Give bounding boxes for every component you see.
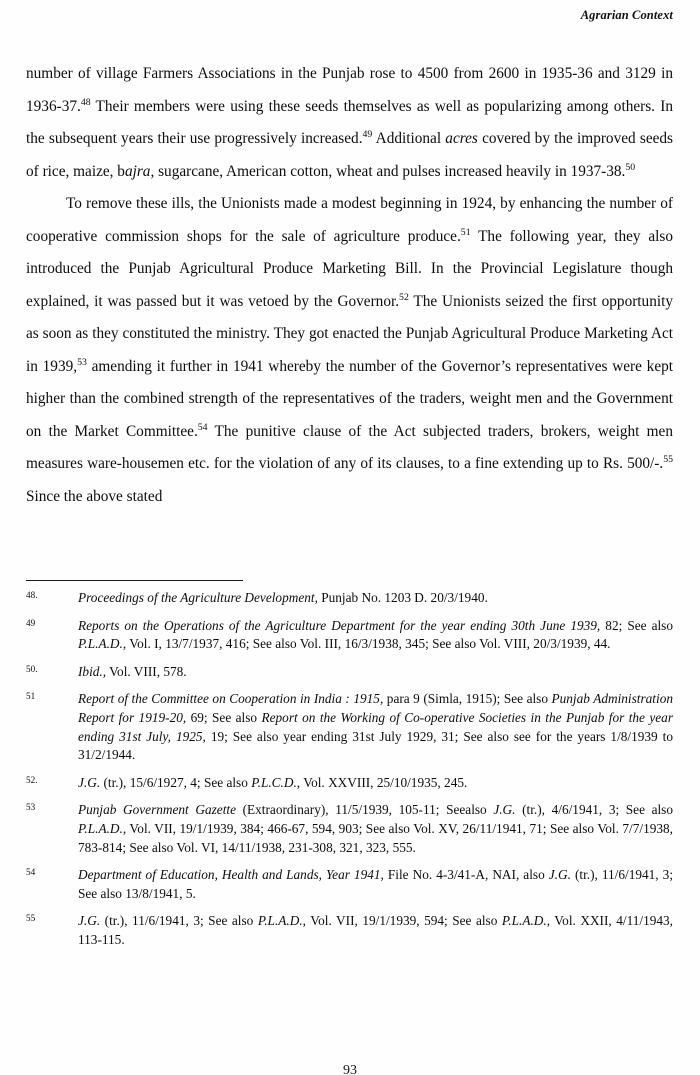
italic-text: Report on the Working of Co-operative Societies in the Punjab for the year ending 31st July, 1925, xyxy=(78,709,674,744)
footnote-text xyxy=(78,589,673,608)
text-run: The Unionists seized the first opportunity as soon as they constituted the ministry. They got enacted the Punjab Agricultural Produce Marketing Act in 1939, xyxy=(26,292,674,375)
italic-text: Proceedings of the Agriculture Development, xyxy=(78,590,318,605)
text-run: To remove these ills, the Unionists made a modest beginning in 1924, by enhancing the number of cooperative commission shops for the sale of agriculture produce. xyxy=(26,195,673,245)
text-run: (tr.), 15/6/1927, 4; See also xyxy=(100,774,252,790)
footnote-reference: 50 xyxy=(625,161,636,173)
footnote-reference: 55 xyxy=(663,453,673,465)
text-run: Their members were using these seeds themselves as well as popularizing among others. In the subsequent years their use progressively increased. xyxy=(26,97,673,147)
footnote-item xyxy=(26,589,673,608)
footnote-number: 51 xyxy=(26,691,36,702)
italic-text: P.L.A.D. xyxy=(78,636,123,652)
footnote-text xyxy=(78,866,673,903)
italic-text: Punjab Administration Report for 1919-20, xyxy=(78,691,673,725)
footnote-list xyxy=(26,589,673,950)
text-run: 69; See also xyxy=(186,709,262,725)
text-run: Additional xyxy=(372,130,446,147)
text-run: Since the above stated xyxy=(26,487,163,505)
italic-text: Ibid., xyxy=(78,663,107,679)
text-run: sugarcane, American cotton, wheat and pulses increased heavily in 1937-38. xyxy=(154,162,626,180)
footnote-number: 53 xyxy=(26,802,36,813)
italic-text: acres xyxy=(445,130,478,147)
italic-text: P.L.C.D. xyxy=(251,774,297,790)
italic-text: J.G. xyxy=(78,913,101,929)
text-run: , Vol. XXII, 4/11/1943, 113-115. xyxy=(78,913,674,947)
text-run: , Vol. XXVIII, 25/10/1935, 245. xyxy=(296,774,468,790)
text-run: (tr.), 4/6/1941, 3; See also xyxy=(515,802,674,818)
body-paragraph xyxy=(26,58,673,188)
footnote-reference: 54 xyxy=(197,421,208,433)
running-head: Agrarian Context xyxy=(580,8,673,22)
text-run: number of village Farmers Associations in the Punjab rose to 4500 from 2600 in 1935-36 and 3129 in 1936-37. xyxy=(26,65,673,115)
footnote-item xyxy=(26,663,673,682)
italic-text: J.G. xyxy=(78,774,101,790)
body-text xyxy=(26,58,673,513)
footnote-reference: 52 xyxy=(399,291,409,303)
text-run: , Vol. I, 13/7/1937, 416; See also Vol. III, 16/3/1938, 345; See also Vol. VIII, 20/3/1939, 44. xyxy=(122,636,611,652)
footnote-item xyxy=(26,866,673,903)
footnote-number: 54 xyxy=(26,867,36,878)
italic-text: Punjab Government Gazette xyxy=(78,802,236,818)
italic-text: Reports on the Operations of the Agriculture Department for the year ending 30th June 1939, xyxy=(78,617,601,633)
text-run: The following year, they also introduced the Punjab Agricultural Produce Marketing Bill. In the Provincial Legislature though explained, it was passed but it was vetoed by the Governor. xyxy=(26,227,673,310)
italic-text: P.L.A.D. xyxy=(501,913,547,929)
footnote-text xyxy=(78,690,673,764)
body-paragraph xyxy=(26,188,673,513)
text-run: The punitive clause of the Act subjected traders, brokers, weight men measures ware-housemen etc. for the violation of any of its clauses, to a fine extending up to Rs. 500/-. xyxy=(26,422,673,472)
footnote-number: 50. xyxy=(26,663,38,674)
text-run: 19; See also year ending 31st July 1929, 31; See also see for the years 1/8/1939 to 31/2/1944. xyxy=(78,728,674,763)
footnote-number: 52. xyxy=(26,774,38,785)
footnote-item xyxy=(26,774,673,793)
footnote-separator-rule xyxy=(26,580,243,581)
footnote-text xyxy=(78,617,673,654)
footnote-text xyxy=(78,774,673,793)
italic-text: J.G. xyxy=(493,802,516,818)
text-run: , Vol. VII, 19/1/1939, 384; 466-67, 594, 903; See also Vol. XV, 26/11/1941, 71; See also Vol. 7/7/1938, 783-814; See also Vol. VI, 14/11/1938, 231-308, 321, 323, 555. xyxy=(78,820,673,855)
footnote-reference: 53 xyxy=(77,356,87,368)
italic-text: Department of Education, Health and Lands, Year 1941, xyxy=(78,867,384,883)
text-run: (tr.), 11/6/1941, 3; See also 13/8/1941, 5. xyxy=(78,867,674,901)
footnote-item xyxy=(26,617,673,654)
italic-text: J.G. xyxy=(548,867,571,883)
footnote-section xyxy=(26,570,673,950)
footnote-number: 49 xyxy=(26,617,36,628)
footnote-number: 48. xyxy=(26,590,38,600)
footnote-text xyxy=(78,663,673,682)
text-run: , para 9 (Simla, 1915); See also xyxy=(379,691,552,707)
text-run: , Vol. VII, 19/1/1939, 594; See also xyxy=(302,913,502,929)
footnote-number: 55 xyxy=(26,913,36,924)
italic-text: Report of the Committee on Cooperation in India : 1915 xyxy=(78,691,380,707)
footnote-reference: 48 xyxy=(80,96,91,108)
text-run: Punjab No. 1203 D. 20/3/1940. xyxy=(317,590,488,605)
page-number: 93 xyxy=(343,1063,357,1075)
italic-text: ajra, xyxy=(124,162,155,180)
footnote-text xyxy=(78,801,673,857)
text-run: covered by the improved seeds of rice, maize, b xyxy=(26,130,673,180)
footnote-item xyxy=(26,690,673,764)
footnote-item xyxy=(26,912,673,949)
text-run: Vol. VIII, 578. xyxy=(106,663,187,679)
footnote-reference: 51 xyxy=(460,226,471,238)
text-run: (Extraordinary), 11/5/1939, 105-11; Seealso xyxy=(235,802,494,818)
footnote-text xyxy=(78,912,673,949)
text-run: amending it further in 1941 whereby the number of the Governor’s representatives were kept higher than the combined strength of the representatives of the traders, weight men and the Government on the Market Committee. xyxy=(26,357,674,440)
text-run: File No. 4-3/41-A, NAI, also xyxy=(383,867,549,883)
italic-text: P.L.A.D. xyxy=(78,820,123,836)
text-run: 82; See also xyxy=(600,617,673,633)
italic-text: P.L.A.D. xyxy=(257,913,303,929)
footnote-reference: 49 xyxy=(362,128,373,140)
footnote-item xyxy=(26,801,673,857)
text-run: (tr.), 11/6/1941, 3; See also xyxy=(100,913,258,929)
